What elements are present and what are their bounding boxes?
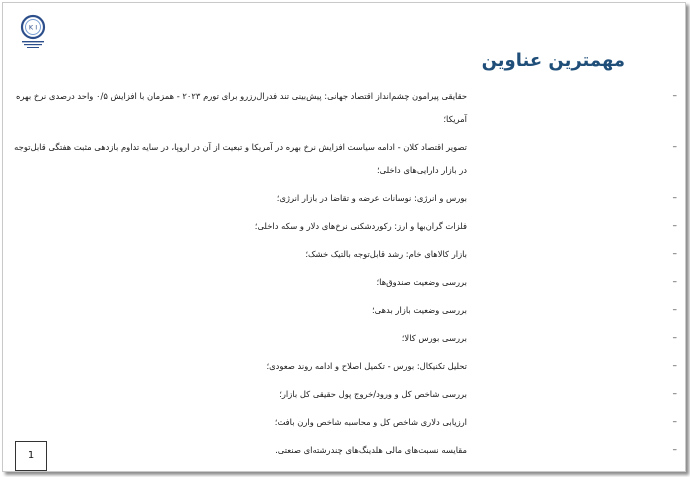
institution-logo bbox=[16, 13, 50, 51]
list-item-text: مقایسه نسبت‌های مالی هلدینگ‌های چندرشته‌ای صنعتی. bbox=[275, 445, 467, 455]
headlines-list bbox=[14, 85, 677, 467]
list-bullet-dash: – bbox=[672, 361, 677, 371]
list-item bbox=[21, 243, 677, 266]
list-bullet-dash: – bbox=[672, 142, 677, 152]
list-item bbox=[21, 411, 677, 434]
list-bullet-dash: – bbox=[672, 91, 677, 101]
list-bullet-dash: – bbox=[672, 389, 677, 399]
list-item-text: بررسی شاخص کل و ورود/خروج پول حقیقی کل بازار؛ bbox=[279, 389, 467, 399]
list-item bbox=[12, 85, 677, 131]
list-item-text: بررسی بورس کالا؛ bbox=[401, 333, 467, 343]
list-bullet-dash: – bbox=[672, 277, 677, 287]
page-number: 1 bbox=[15, 441, 47, 471]
list-item-text: بورس و انرژی: نوسانات عرضه و تقاضا در بازار انرژی؛ bbox=[276, 193, 467, 203]
list-item bbox=[21, 383, 677, 406]
list-item-text: بازار کالاهای خام: رشد قابل‌توجه بالتیک خشک؛ bbox=[305, 249, 467, 259]
list-item-text: بررسی وضعیت بازار بدهی؛ bbox=[371, 305, 467, 315]
list-item bbox=[21, 215, 677, 238]
list-item bbox=[21, 439, 677, 462]
list-item-text: فلزات گران‌بها و ارز: رکوردشکنی نرخ‌های دلار و سکه داخلی؛ bbox=[254, 221, 467, 231]
list-item-text: حقایقی پیرامون چشم‌انداز اقتصاد جهانی: پیش‌بینی تند فدرال‌رزرو برای تورم ۲۰۲۳ - همزمان با افزایش ۰/۵ واحد درصدی نرخ بهره آمریکا؛ bbox=[16, 91, 467, 124]
list-item bbox=[21, 187, 677, 210]
page-title: مهمترین عناوین bbox=[481, 50, 625, 71]
list-bullet-dash: – bbox=[672, 445, 677, 455]
list-item bbox=[12, 136, 677, 182]
list-bullet-dash: – bbox=[672, 333, 677, 343]
slide-page bbox=[2, 2, 686, 472]
list-bullet-dash: – bbox=[672, 417, 677, 427]
list-bullet-dash: – bbox=[672, 249, 677, 259]
list-item bbox=[21, 271, 677, 294]
list-bullet-dash: – bbox=[672, 305, 677, 315]
list-bullet-dash: – bbox=[672, 193, 677, 203]
list-bullet-dash: – bbox=[672, 221, 677, 231]
list-item bbox=[21, 355, 677, 378]
list-item bbox=[21, 327, 677, 350]
svg-text:K I: K I bbox=[28, 23, 38, 32]
list-item-text: بررسی وضعیت صندوق‌ها؛ bbox=[376, 277, 467, 287]
list-item bbox=[21, 299, 677, 322]
list-item-text: ارزیابی دلاری شاخص کل و محاسبه شاخص وارن بافت؛ bbox=[274, 417, 467, 427]
list-item-text: تصویر اقتصاد کلان - ادامه سیاست افزایش نرخ بهره در آمریکا و تبعیت از آن در اروپا، در سایه تداوم بازدهی مثبت هفتگی قابل‌توجه در بازار دارایی‌های داخلی؛ bbox=[14, 142, 467, 175]
list-item-text: تحلیل تکنیکال: بورس - تکمیل اصلاح و ادامه روند صعودی؛ bbox=[266, 361, 467, 371]
